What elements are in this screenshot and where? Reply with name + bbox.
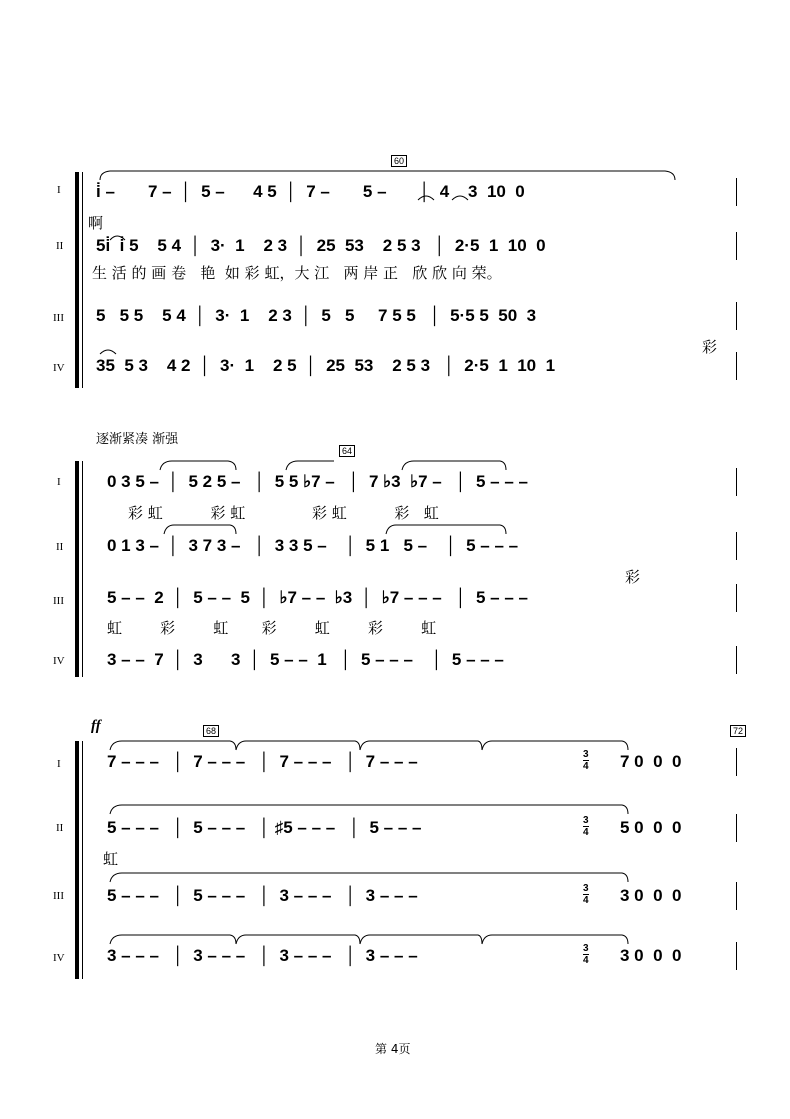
lyric-part-I: 啊	[88, 214, 104, 232]
measure-number: 64	[339, 445, 355, 457]
notes-part-II: 0 1 3 – │ 3 7 3 – │ 3 3 5 – │ 5 1 5 – │ 5 – – –	[107, 536, 519, 555]
dynamic-marking: ff	[91, 718, 101, 734]
part-label-II: II	[56, 541, 64, 553]
ts-top: 3	[583, 883, 589, 894]
notes-part-II: 5 – – – │ 5 – – – │ ♯5 – – – │ 5 – – –	[107, 818, 422, 837]
tempo-annotation: 逐渐紧凑 渐强	[96, 432, 179, 447]
lyric-part-III: 虹 彩 虹 彩 虹 彩 虹	[107, 619, 437, 637]
ts-bottom: 4	[583, 827, 589, 838]
ts-bottom: 4	[583, 895, 589, 906]
ending-part-III: 3 0 0 0	[620, 886, 682, 905]
notes-part-I: 7 – – – │ 7 – – – │ 7 – – – │ 7 – – –	[107, 752, 418, 771]
part-label-I: I	[57, 758, 61, 770]
notes-part-I: i̇ – 7 – │ 5 – 4 5 │ 7 – 5 – │ 4 3 10 0	[96, 182, 525, 201]
ending-part-I: 7 0 0 0	[620, 752, 682, 771]
part-label-III: III	[53, 890, 64, 902]
part-label-I: I	[57, 184, 61, 196]
notes-part-I: 0 3 5 – │ 5 2 5 – │ 5 5 ♭7 – │ 7 ♭3 ♭7 – │ 5 – – –	[107, 472, 528, 491]
ending-part-IV: 3 0 0 0	[620, 946, 682, 965]
notes-part-IV: 35 5 3 4 2 │ 3· 1 2 5 │ 25 53 2 5 3 │ 2·5 1 10 1	[96, 356, 556, 375]
part-label-I: I	[57, 476, 61, 488]
part-label-III: III	[53, 312, 64, 324]
measure-number: 68	[203, 725, 219, 737]
lyric-part-II: 虹	[103, 850, 119, 868]
notes-part-IV: 3 – – – │ 3 – – – │ 3 – – – │ 3 – – –	[107, 946, 418, 965]
notes-part-II: 5i̇ i̇ 5 5 4 │ 3· 1 2 3 │ 25 53 2 5 3 │ 2·5 1 10 0	[96, 236, 546, 255]
part-label-II: II	[56, 822, 64, 834]
ts-top: 3	[583, 749, 589, 760]
ts-bottom: 4	[583, 955, 589, 966]
ts-top: 3	[583, 815, 589, 826]
lyric-part-I: 彩 虹 彩 虹 彩 虹 彩 虹	[128, 504, 439, 522]
lyric-part-II: 生 活 的 画 卷 艳 如 彩 虹，大 江 两 岸 正 欣 欣 向 荣。	[92, 264, 502, 282]
part-label-III: III	[53, 595, 64, 607]
lyric-part-IV: 彩	[702, 338, 718, 356]
measure-number: 72	[730, 725, 746, 737]
notes-part-III: 5 5 5 5 4 │ 3· 1 2 3 │ 5 5 7 5 5 │ 5·5 5 50 3	[96, 306, 537, 325]
notes-part-IV: 3 – – 7 │ 3 3 │ 5 – – 1 │ 5 – – – │ 5 – – –	[107, 650, 504, 669]
notes-part-III: 5 – – – │ 5 – – – │ 3 – – – │ 3 – – –	[107, 886, 418, 905]
page-number: 第 4页	[375, 1042, 411, 1056]
part-label-IV: IV	[53, 655, 65, 667]
ts-bottom: 4	[583, 761, 589, 772]
ts-top: 3	[583, 943, 589, 954]
measure-number: 60	[391, 155, 407, 167]
part-label-IV: IV	[53, 362, 65, 374]
part-label-IV: IV	[53, 952, 65, 964]
notes-part-III: 5 – – 2 │ 5 – – 5 │ ♭7 – – ♭3 │ ♭7 – – – │ 5 – – –	[107, 588, 528, 607]
part-label-II: II	[56, 240, 64, 252]
ending-part-II: 5 0 0 0	[620, 818, 682, 837]
lyric-part-II: 彩	[625, 568, 641, 586]
